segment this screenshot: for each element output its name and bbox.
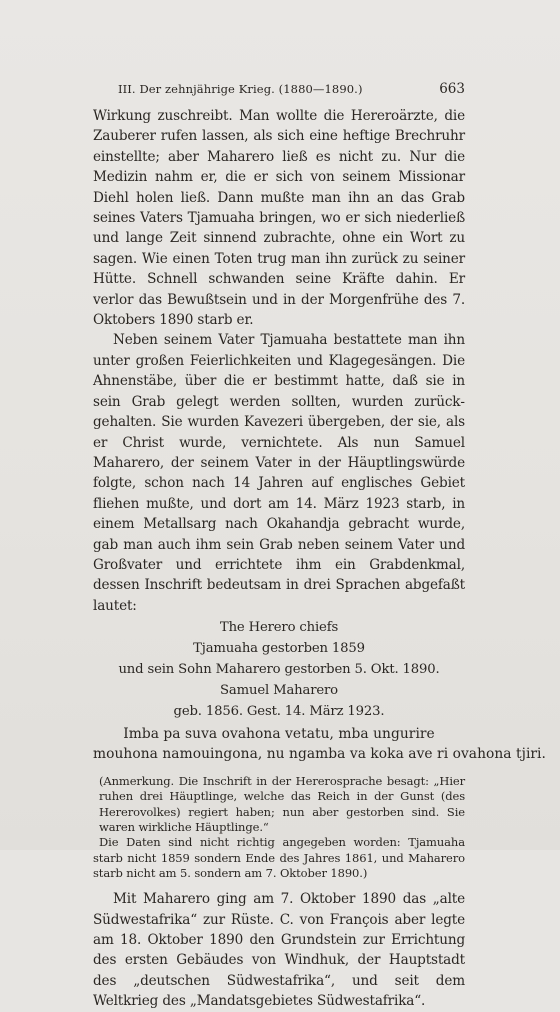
running-title: III. Der zehnjährige Krieg. (1880—1890.): [118, 82, 363, 96]
paragraph-2: Neben seinem Vater Tjamuaha bestattete man ihn unter großen Feierlichkeiten und Klagegesängen. Die Ahnenstäbe, über die er bestimmt hatte, daß sie in sein Grab gelegt werden sollten, wurden zurückgehalten. Sie wurden Kavezeri übergeben, der sie, als er Christ wurde, vernichtete. Als nun Samuel Maharero, der seinem Vater in der Häuptlingswürde folgte, schon nach 14 Jahren auf englisches Gebiet fliehen mußte, und dort am 14. März 1923 starb, in einem Metallsarg nach Okahandja gebracht wurde, gab man auch ihm sein Grab neben seinem Vater und Großvater und errichtete ihm ein Grabdenkmal, dessen Inschrift bedeutsam in drei Sprachen abgefaßt lautet:: [93, 332, 465, 614]
inscription-line-4: Samuel Maharero: [220, 683, 338, 699]
grave-inscription: [93, 617, 465, 722]
inscription-line-2: Tjamuaha gestorben 1859: [193, 641, 365, 657]
herero-inscription: [93, 724, 546, 764]
page-header: [93, 80, 465, 100]
note-second: Die Daten sind nicht richtig angegeben worden: Tjamuaha starb nicht 1859 sondern Ende des Jahres 1861, und Maharero starb nicht am 5. sondern am 7. Oktober 1890.): [93, 835, 465, 880]
herero-line-1: Imba pa suva ovahona vetatu, mba ungurire: [123, 726, 435, 743]
inscription-line-3: und sein Sohn Maharero gestorben 5. Okt. 1890.: [118, 662, 440, 678]
page-number: 663: [439, 81, 465, 97]
note-first: (Anmerkung. Die Inschrift in der Hererosprache besagt: „Hier ruhen drei Häuptlinge, welche das Reich in der Gunst (des Hererovolkes) regiert haben; nun aber gestorben sind. Sie waren wirkliche Häuptlinge.“: [99, 774, 465, 835]
closing-paragraph: Mit Maharero ging am 7. Oktober 1890 das „alte Südwestafrika“ zur Rüste. C. von François aber legte am 18. Oktober 1890 den Grundstein zur Errichtung des ersten Gebäudes von Windhuk, der Hauptstadt des „deutschen Südwestafrika“, und seit dem Weltkrieg des „Mandatsgebietes Südwestafrika“.: [93, 891, 465, 1010]
paragraph-1: Wirkung zuschreibt. Man wollte die Hereroärzte, die Zauberer rufen lassen, als sich eine heftige Brechruhr einstellte; aber Maharero ließ es nicht zu. Nur die Medizin nahm er, die er sich von seinem Missionar Diehl holen ließ. Dann mußte man ihn an das Grab seines Vaters Tjamuaha bringen, wo er sich niederließ und lange Zeit sinnend zubrachte, ohne ein Wort zu sagen. Wie einen Toten trug man ihn zurück zu seiner Hütte. Schnell schwanden seine Kräfte dahin. Er verlor das Bewußtsein und in der Morgenfrühe des 7. Oktobers 1890 starb er.: [93, 108, 465, 329]
herero-line-2: mouhona namouingona, nu ngamba va koka ave ri ovahona tjiri.: [93, 746, 546, 763]
footnote-annotation: [93, 774, 465, 881]
inscription-line-1: The Herero chiefs: [219, 620, 339, 636]
inscription-line-5: geb. 1856. Gest. 14. März 1923.: [173, 704, 385, 720]
page-body: [93, 106, 546, 1012]
